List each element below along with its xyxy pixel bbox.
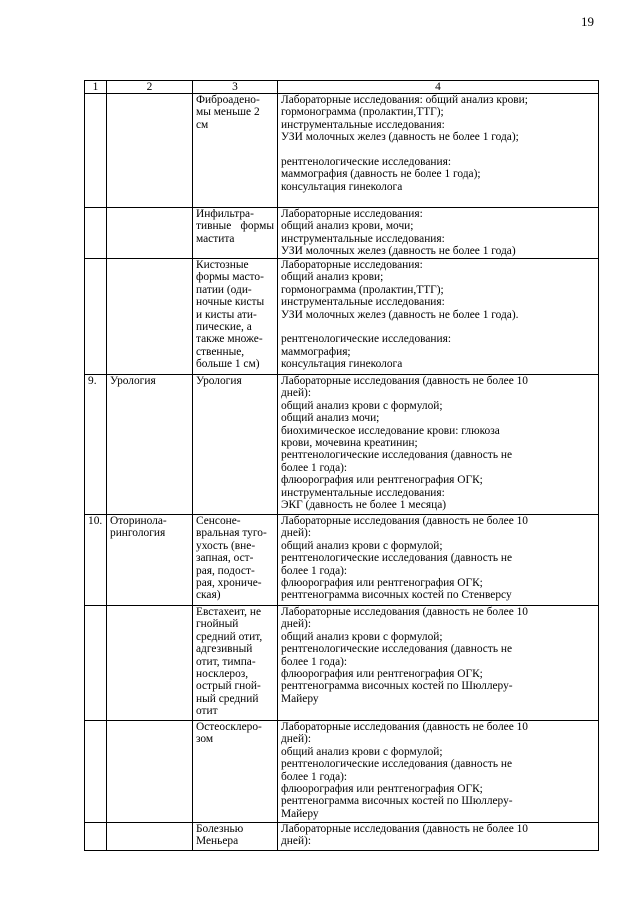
diagnosis-cell: Сенсоне- вральная туго- ухость (вне- запная, ост- рая, подост- рая, хрониче- ская) bbox=[193, 515, 278, 606]
table-row bbox=[85, 94, 599, 208]
diagnosis-cell: Евстахеит, не гнойный средний отит, адгезивный отит, тимпа- носклероз, острый гной- ный средний отит bbox=[193, 606, 278, 721]
table-row bbox=[85, 823, 599, 851]
row-number-cell bbox=[85, 259, 107, 375]
header-cell: 4 bbox=[278, 81, 599, 94]
examinations-cell: Лабораторные исследования (давность не более 10 дней): общий анализ крови с формулой; рентгенологические исследования (давность не более 1 года): флюорография или рентгенография ОГК; рентгенограмма височных костей по Стенверсу bbox=[278, 515, 599, 606]
diagnosis-cell: Инфильтра- тивные формы мастита bbox=[193, 208, 278, 259]
specialty-cell bbox=[107, 823, 193, 851]
row-number-cell: 9. bbox=[85, 375, 107, 515]
table-row bbox=[85, 375, 599, 515]
diagnosis-cell: Урология bbox=[193, 375, 278, 515]
row-number-cell: 10. bbox=[85, 515, 107, 606]
row-number-cell bbox=[85, 721, 107, 823]
table-row bbox=[85, 208, 599, 259]
examinations-cell: Лабораторные исследования: общий анализ крови; гормонограмма (пролактин,ТТГ); инструментальные исследования: УЗИ молочных желез (давность не более 1 года); рентгенологические исследования: маммография (давность не более 1 года); консультация гинеколога bbox=[278, 94, 599, 208]
specialty-cell bbox=[107, 606, 193, 721]
specialty-cell bbox=[107, 94, 193, 208]
row-number-cell bbox=[85, 823, 107, 851]
specialty-cell bbox=[107, 208, 193, 259]
table-row bbox=[85, 259, 599, 375]
table-row bbox=[85, 606, 599, 721]
diagnosis-cell: Кистозные формы масто- патии (оди- ночные кисты и кисты ати- пические, а также множе- ственные, больше 1 см) bbox=[193, 259, 278, 375]
row-number-cell bbox=[85, 606, 107, 721]
table-row bbox=[85, 721, 599, 823]
diagnosis-cell: Болезнью Меньера bbox=[193, 823, 278, 851]
table-row bbox=[85, 515, 599, 606]
diagnosis-cell: Фиброадено- мы меньше 2 см bbox=[193, 94, 278, 208]
examinations-cell: Лабораторные исследования (давность не более 10 дней): bbox=[278, 823, 599, 851]
header-cell: 3 bbox=[193, 81, 278, 94]
examinations-cell: Лабораторные исследования (давность не более 10 дней): общий анализ крови с формулой; рентгенологические исследования (давность не более 1 года): флюорография или рентгенография ОГК; рентгенограмма височных костей по Шюллеру- Майеру bbox=[278, 721, 599, 823]
examinations-cell: Лабораторные исследования (давность не более 10 дней): общий анализ крови с формулой; общий анализ мочи; биохимическое исследование крови: глюкоза крови, мочевина креатинин; рентгенологические исследования (давность не более 1 года): флюорография или рентгенография ОГК; инструментальные исследования: ЭКГ (давность не более 1 месяца) bbox=[278, 375, 599, 515]
header-cell: 2 bbox=[107, 81, 193, 94]
table-header-row bbox=[85, 81, 599, 94]
specialty-cell bbox=[107, 259, 193, 375]
examinations-cell: Лабораторные исследования: общий анализ крови; гормонограмма (пролактин,ТТГ); инструментальные исследования: УЗИ молочных желез (давность не более 1 года). рентгенологические исследования: маммография; консультация гинеколога bbox=[278, 259, 599, 375]
header-cell: 1 bbox=[85, 81, 107, 94]
examination-table bbox=[84, 80, 599, 851]
row-number-cell bbox=[85, 94, 107, 208]
row-number-cell bbox=[85, 208, 107, 259]
specialty-cell: Оторинола- рингология bbox=[107, 515, 193, 606]
specialty-cell: Урология bbox=[107, 375, 193, 515]
examinations-cell: Лабораторные исследования: общий анализ крови, мочи; инструментальные исследования: УЗИ молочных желез (давность не более 1 года) bbox=[278, 208, 599, 259]
examinations-cell: Лабораторные исследования (давность не более 10 дней): общий анализ крови с формулой; рентгенологические исследования (давность не более 1 года): флюорография или рентгенография ОГК; рентгенограмма височных костей по Шюллеру- Майеру bbox=[278, 606, 599, 721]
diagnosis-cell: Остеосклеро- зом bbox=[193, 721, 278, 823]
page-number: 19 bbox=[581, 14, 594, 29]
specialty-cell bbox=[107, 721, 193, 823]
